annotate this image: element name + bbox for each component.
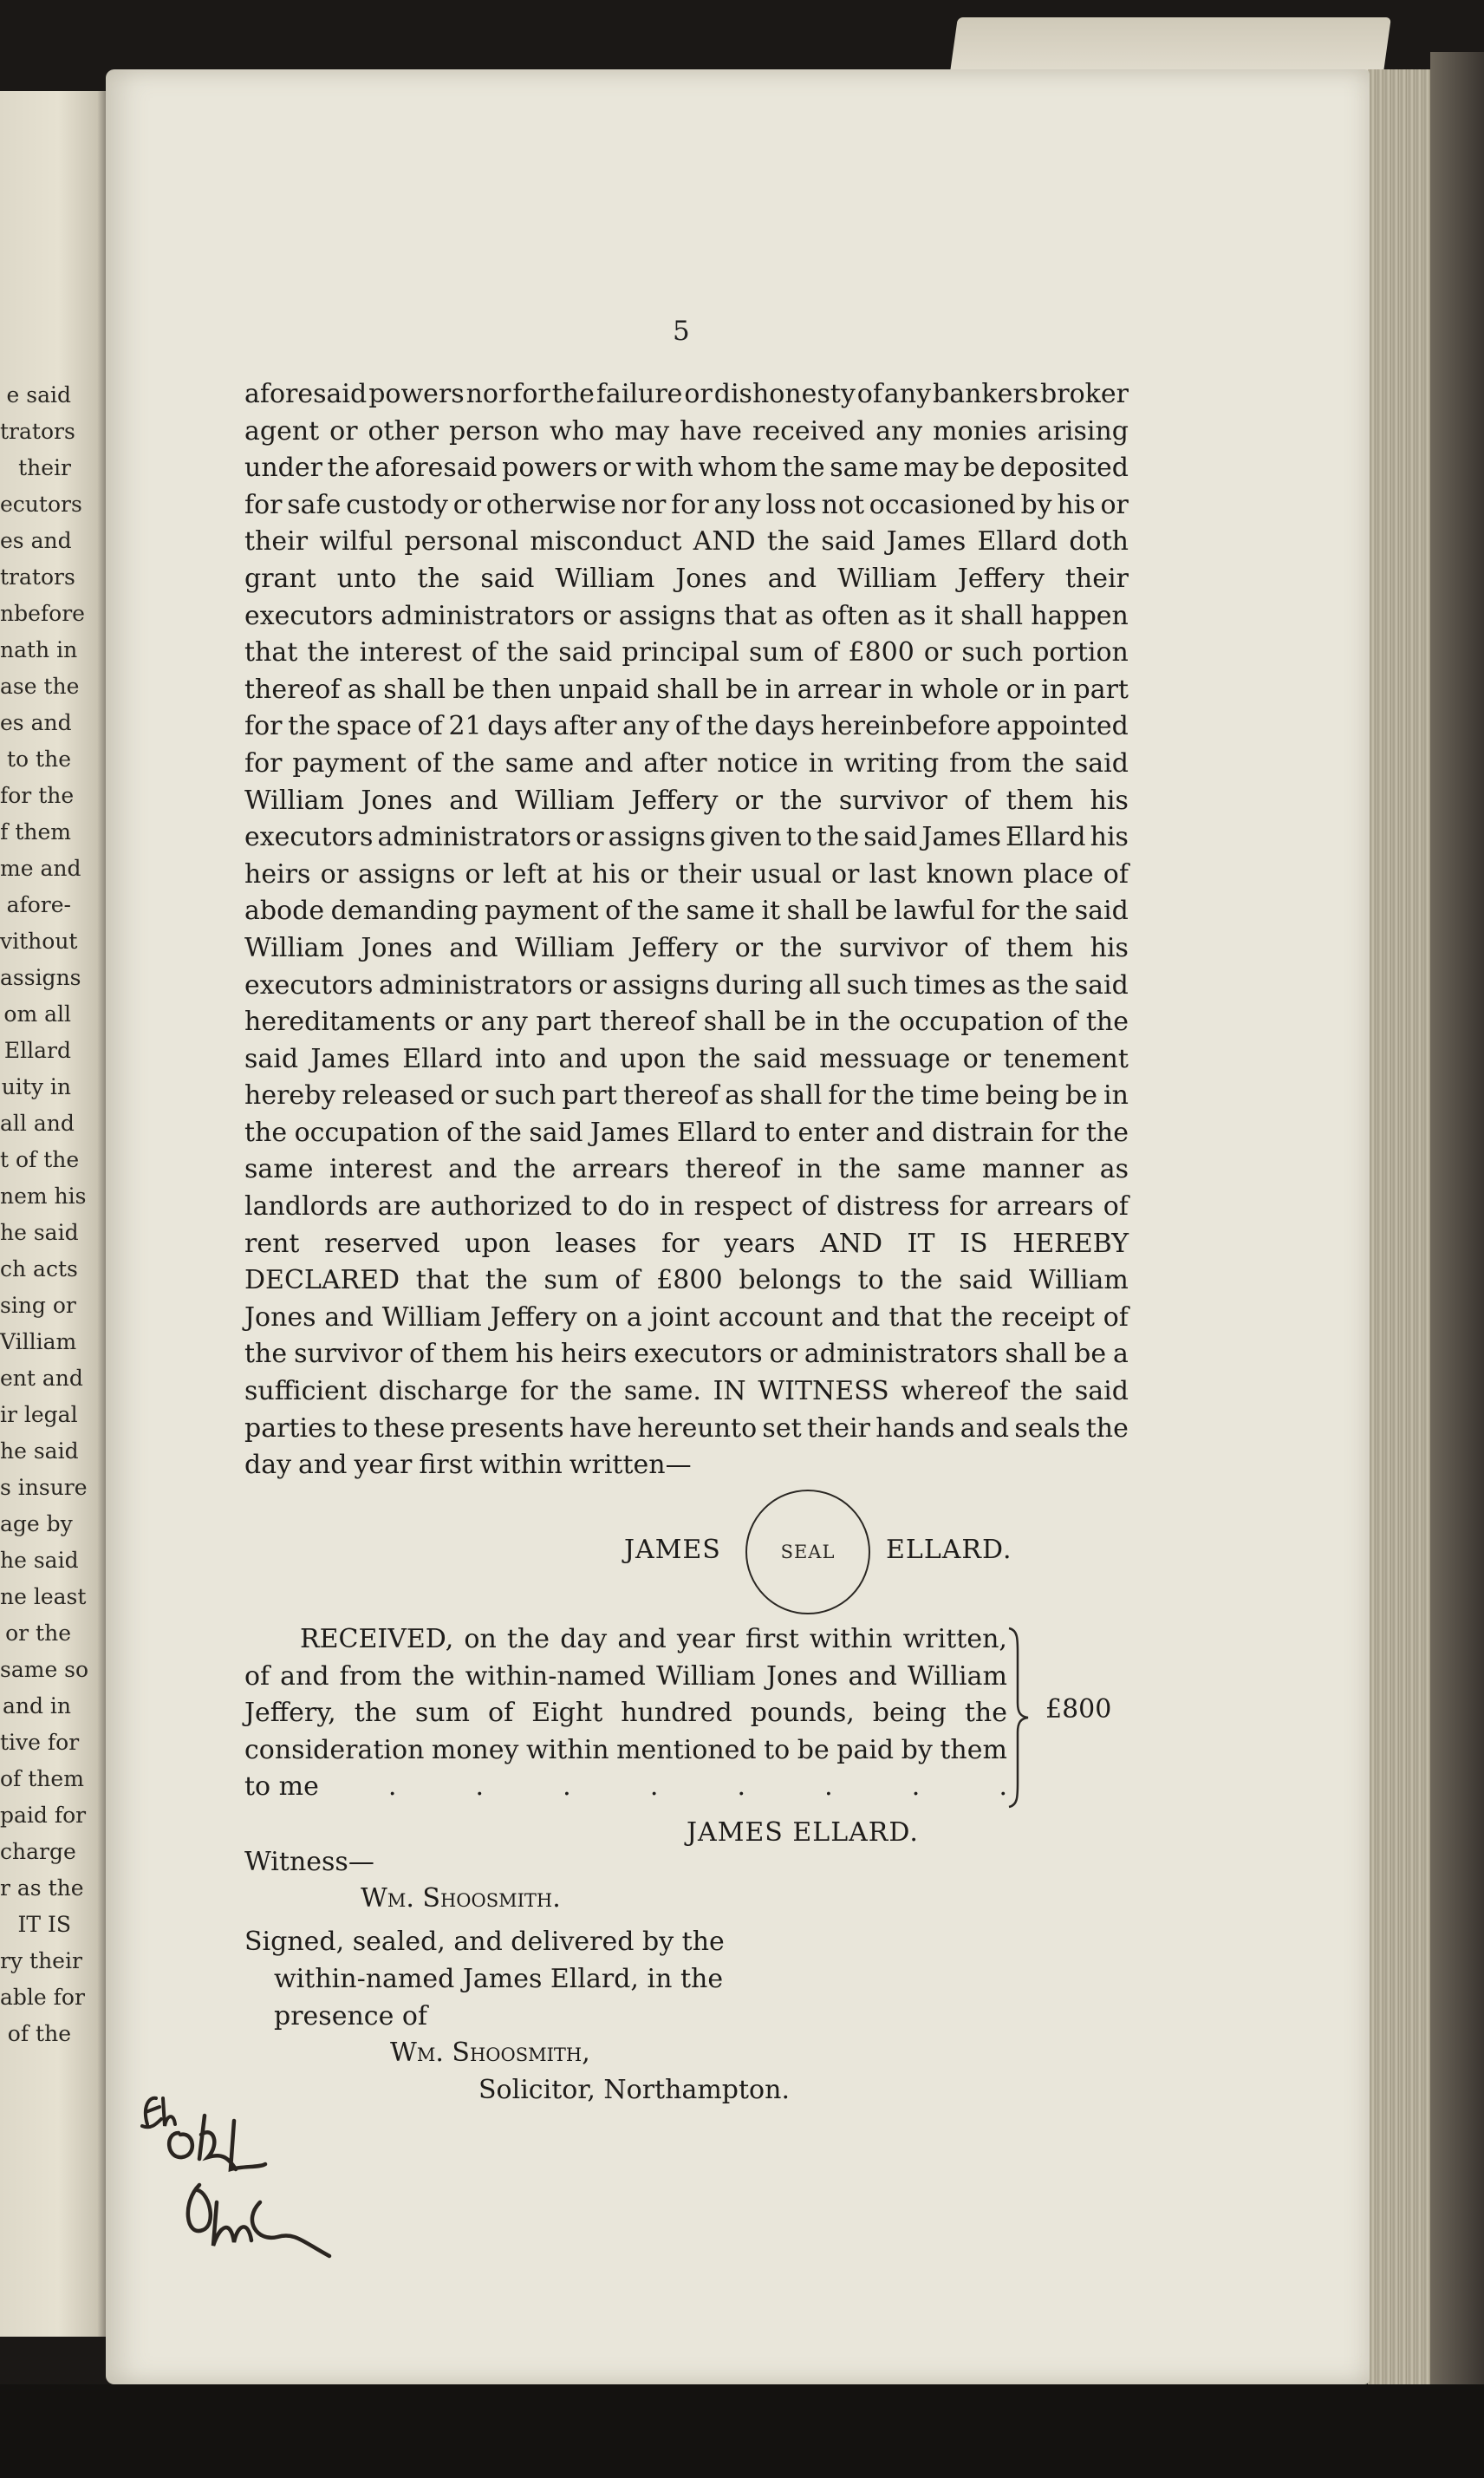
body-line: grant unto the said William Jones and William Jeffery their: [244, 563, 1129, 594]
body-line: Jones and William Jeffery on a joint account and that the receipt of: [244, 1301, 1129, 1333]
receipt-line: consideration money within mentioned to be paid by them: [244, 1734, 1007, 1765]
receipt-line: Jeffery, the sum of Eight hundred pounds, being the: [244, 1698, 1007, 1729]
facing-page-line: tive for: [0, 1730, 80, 1755]
facing-page-line: trators: [0, 419, 75, 444]
body-line: executors administrators or assigns given to the said James Ellard his: [244, 822, 1129, 853]
facing-page-line: ir legal: [0, 1402, 78, 1427]
background-shadow: [0, 2384, 1484, 2478]
receipt-line-final: [244, 1769, 1007, 1806]
facing-page-line: nbefore: [0, 601, 85, 626]
body-line: aforesaid powers nor for the failure or dishonesty of any bankers broker: [244, 379, 1129, 409]
facing-page-line: ry their: [0, 1948, 82, 1973]
body-line: for payment of the same and after notice in writing from the said: [244, 747, 1129, 779]
facing-page-line: e said: [6, 382, 71, 408]
body-line: same interest and the arrears thereof in the same manner as: [244, 1154, 1129, 1185]
body-line: hereditaments or any part thereof shall be in the occupation of the: [244, 1007, 1129, 1038]
facing-page-line: s insure: [0, 1475, 88, 1500]
leader-dot: .: [475, 1771, 485, 1803]
facing-page-line: and in: [2, 1693, 71, 1718]
execution-line: presence of: [274, 2001, 428, 2031]
execution-clause: [244, 1923, 725, 2035]
body-line: abode demanding payment of the same it shall be lawful for the said: [244, 896, 1129, 927]
execution-line: within-named James Ellard, in the: [274, 1964, 724, 1994]
facing-page-text: [0, 377, 89, 2052]
facing-page-line: f them: [0, 819, 71, 844]
body-line: under the aforesaid powers or with whom the same may be deposited: [244, 453, 1129, 484]
facing-page-line: he said: [0, 1548, 79, 1573]
body-line: day and year first within written—: [244, 1450, 692, 1481]
leader-dot: .: [649, 1771, 659, 1803]
body-line: rent reserved upon leases for years AND IT IS HEREBY: [244, 1228, 1129, 1259]
witness-label: Witness—: [244, 1847, 374, 1877]
receipt-line: RECEIVED, on the day and year first within written,: [300, 1624, 1007, 1654]
facing-page-line: same so: [0, 1657, 89, 1682]
body-line: their wilful personal misconduct AND the said James Ellard doth: [244, 526, 1129, 558]
facing-page-line: he said: [0, 1220, 79, 1245]
facing-page-line: afore-: [6, 892, 71, 917]
body-line: William Jones and William Jeffery or the survivor of them his: [244, 932, 1129, 963]
page-number: 5: [673, 316, 690, 347]
facing-page-line: for the: [0, 783, 75, 808]
facing-page-line: to the: [7, 747, 71, 772]
leader-dots: [388, 1769, 1007, 1806]
facing-page-line: he said: [0, 1438, 79, 1464]
facing-page-line: ne least: [0, 1584, 87, 1609]
facing-page-line: sing or: [0, 1293, 76, 1318]
body-line: said James Ellard into and upon the said messuage or tenement: [244, 1043, 1129, 1074]
body-line: that the interest of the said principal sum of £800 or such portion: [244, 637, 1129, 668]
facing-page-line: es and: [0, 528, 72, 553]
receipt-signature: JAMES ELLARD.: [687, 1817, 919, 1848]
leader-dot: .: [999, 1771, 1007, 1803]
facing-page-line: all and: [0, 1111, 75, 1136]
body-line: heirs or assigns or left at his or their usual or last known place of: [244, 858, 1129, 890]
body-line: for safe custody or otherwise nor for any loss not occasioned by his or: [244, 489, 1129, 520]
facing-page-line: uity in: [1, 1074, 71, 1099]
signature-row: [624, 1490, 1023, 1620]
deed-body-text: [244, 376, 1129, 1484]
facing-page-line: om all: [3, 1001, 71, 1027]
facing-page-line: Villiam: [0, 1329, 77, 1354]
book-cover-edge: [1430, 52, 1484, 2428]
facing-page-line: age by: [0, 1511, 73, 1536]
leader-dot: .: [824, 1771, 833, 1803]
facing-page-line: trators: [0, 564, 75, 590]
facing-page-line: nem his: [0, 1184, 87, 1209]
facing-page-line: or the: [5, 1620, 71, 1646]
body-line: the survivor of them his heirs executors or administrators shall be a: [244, 1339, 1129, 1370]
facing-page-line: able for: [0, 1985, 85, 2010]
receipt-line: of and from the within-named William Jones and William: [244, 1660, 1007, 1692]
receipt-final-text: to me: [244, 1771, 319, 1803]
leader-dot: .: [563, 1771, 571, 1803]
body-line: parties to these presents have hereunto set their hands and seals the: [244, 1412, 1129, 1444]
facing-page-line: of the: [7, 2021, 71, 2046]
facing-page-line: ecutors: [0, 492, 82, 517]
body-line: landlords are authorized to do in respect of distress for arrears of: [244, 1191, 1129, 1223]
seal-circle: [745, 1490, 870, 1614]
execution-line: Signed, sealed, and delivered by the: [244, 1927, 725, 1957]
seal-label: SEAL: [780, 1542, 836, 1562]
body-line: executors administrators or assigns that as often as it shall happen: [244, 600, 1129, 631]
facing-page-line: ch acts: [0, 1256, 78, 1281]
facing-page-line: ent and: [0, 1366, 83, 1391]
facing-page-line: t of the: [0, 1147, 80, 1172]
body-line: agent or other person who may have received any monies arising: [244, 415, 1129, 447]
signature-first-name: JAMES: [624, 1535, 721, 1565]
facing-page-line: paid for: [0, 1803, 87, 1828]
facing-page-line: of them: [0, 1766, 84, 1791]
facing-page-line: assigns: [0, 965, 81, 990]
facing-page-line: ase the: [0, 674, 80, 699]
body-line: thereof as shall be then unpaid shall be in arrear in whole or in part: [244, 674, 1129, 705]
body-line: DECLARED that the sum of £800 belongs to the said William: [244, 1265, 1129, 1296]
execution-witness-name: Wm. Shoosmith,: [390, 2038, 590, 2068]
facing-page-line: es and: [0, 710, 72, 735]
body-line: sufficient discharge for the same. IN WITNESS whereof the said: [244, 1376, 1129, 1407]
body-line: hereby released or such part thereof as shall for the time being be in: [244, 1080, 1129, 1112]
signature-last-name: ELLARD.: [886, 1535, 1012, 1565]
facing-page: [0, 91, 106, 2337]
facing-page-line: Ellard: [3, 1038, 71, 1063]
leader-dot: .: [387, 1771, 397, 1803]
facing-page-line: charge: [0, 1839, 76, 1864]
body-line: the occupation of the said James Ellard to enter and distrain for the: [244, 1117, 1129, 1148]
handwritten-initials-icon: [130, 2072, 355, 2289]
receipt-block: [244, 1621, 1007, 1806]
body-line: for the space of 21 days after any of the days hereinbefore appointed: [244, 711, 1129, 742]
facing-page-line: IT IS: [17, 1912, 71, 1937]
facing-page-line: nath in: [0, 637, 78, 662]
facing-page-line: vithout: [0, 929, 78, 954]
body-line: executors administrators or assigns during all such times as the said: [244, 969, 1129, 1001]
facing-page-line: r as the: [0, 1875, 84, 1901]
leader-dot: .: [911, 1771, 921, 1803]
facing-page-line: me and: [0, 856, 81, 881]
facing-page-line: their: [18, 455, 71, 480]
execution-witness-title: Solicitor, Northampton.: [478, 2075, 790, 2105]
right-brace-icon: [1006, 1627, 1032, 1809]
leader-dot: .: [737, 1771, 746, 1803]
body-line: William Jones and William Jeffery or the survivor of them his: [244, 785, 1129, 816]
receipt-amount: £800: [1045, 1694, 1112, 1725]
witness-name: Wm. Shoosmith.: [361, 1883, 561, 1914]
